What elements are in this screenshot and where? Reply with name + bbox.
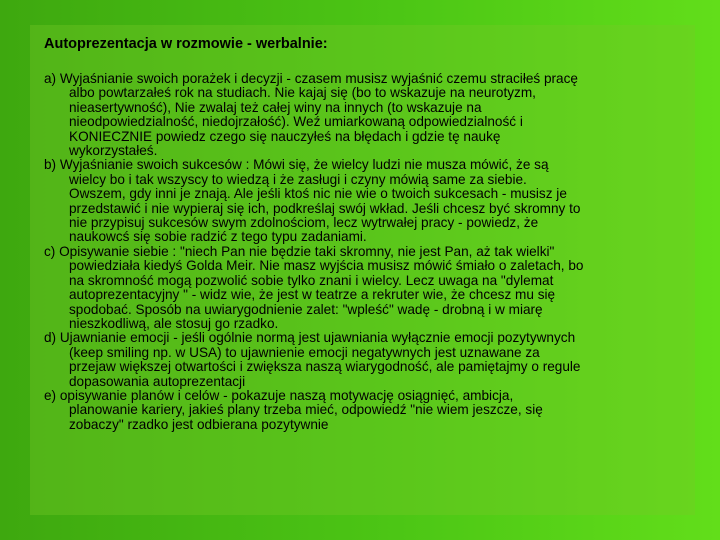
paragraph-line: nie przypisuj sukcesów swym zdolnościom, lecz wytrwałej pracy - powiedz, że xyxy=(69,215,539,231)
body-paragraph xyxy=(44,158,684,244)
paragraph-line: Owszem, gdy inni je znają. Ale jeśli ktoś nic nie wie o twoich sukcesach - musisz je xyxy=(69,186,567,202)
body-paragraph xyxy=(44,389,684,432)
paragraph-line: przejaw większej otwartości i zwiększa naszą wiarygodność, ale pamiętajmy o regule xyxy=(69,359,581,375)
paragraph-line: nieszkodliwą, ale stosuj go rzadko. xyxy=(69,315,279,331)
paragraph-line: (keep smiling np. w USA) to ujawnienie emocji negatywnych jest uznawane za xyxy=(69,344,540,360)
paragraph-line: KONIECZNIE powiedz czego się nauczyłeś na błędach i gdzie tę naukę xyxy=(69,128,501,144)
paragraph-line: spodobać. Sposób na uwiarygodnienie zalet: "wpleść" wadę - drobną i w miarę xyxy=(69,301,543,317)
paragraph-line: naukowcś się sobie radzić z tego typu zadaniami. xyxy=(69,229,367,245)
body-paragraph xyxy=(44,245,684,331)
paragraph-line: dopasowania autoprezentacji xyxy=(69,373,246,389)
paragraph-line: planowanie kariery, jakieś plany trzeba mieć, odpowiedź "nie wiem jeszcze, się xyxy=(69,402,543,418)
paragraph-line: na skromność mogą pozwolić sobie tylko znani i wielcy. Lecz uwaga na "dylemat xyxy=(69,272,554,288)
paragraph-line: powiedziała kiedyś Golda Meir. Nie masz wyjścia musisz mówić śmiało o zaletach, bo xyxy=(69,258,584,274)
paragraph-line: c) Opisywanie siebie : "niech Pan nie będzie taki skromny, nie jest Pan, aż tak wielki" xyxy=(44,243,555,259)
paragraph-line: a) Wyjaśnianie swoich porażek i decyzji - czasem musisz wyjaśnić czemu straciłeś pracę xyxy=(44,71,578,86)
body-paragraph xyxy=(44,331,684,389)
paragraph-line: albo powtarzałeś rok na studiach. Nie kajaj się (bo to wskazuje na neurotyzm, xyxy=(69,85,536,101)
paragraph-line: b) Wyjaśnianie swoich sukcesów : Mówi się, że wielcy ludzi nie musza mówić, że są xyxy=(44,157,549,173)
paragraph-line: zobaczy" rzadko jest odbierana pozytywnie xyxy=(69,416,329,432)
paragraph-line: d) Ujawnianie emocji - jeśli ogólnie normą jest ujawniania wyłącznie emocji pozytywnych xyxy=(44,330,576,346)
paragraph-line: wykorzystałeś. xyxy=(69,143,158,159)
slide-title: Autoprezentacja w rozmowie - werbalnie: xyxy=(44,36,328,52)
paragraph-line: przedstawić i nie wypieraj się ich, podkreślaj swój wkład. Jeśli chcesz być skromny to xyxy=(69,200,581,216)
slide-body xyxy=(44,72,684,432)
paragraph-line: e) opisywanie planów i celów - pokazuje naszą motywację osiągnięć, ambicja, xyxy=(44,387,514,403)
paragraph-line: autoprezentacyjny " - widz wie, że jest w teatrze a rekruter wie, że chcesz mu się xyxy=(69,287,556,303)
paragraph-line: wielcy bo i tak wszyscy to wiedzą i że zasługi i czyny mówią same za siebie. xyxy=(69,171,527,187)
paragraph-line: nieodpowiedzialność, niedojrzałość). Weź umiarkowaną odpowiedzialność i xyxy=(69,114,523,130)
paragraph-line: nieasertywność), Nie zwalaj też całej winy na innych (to wskazuje na xyxy=(69,99,482,115)
body-paragraph xyxy=(44,72,684,158)
